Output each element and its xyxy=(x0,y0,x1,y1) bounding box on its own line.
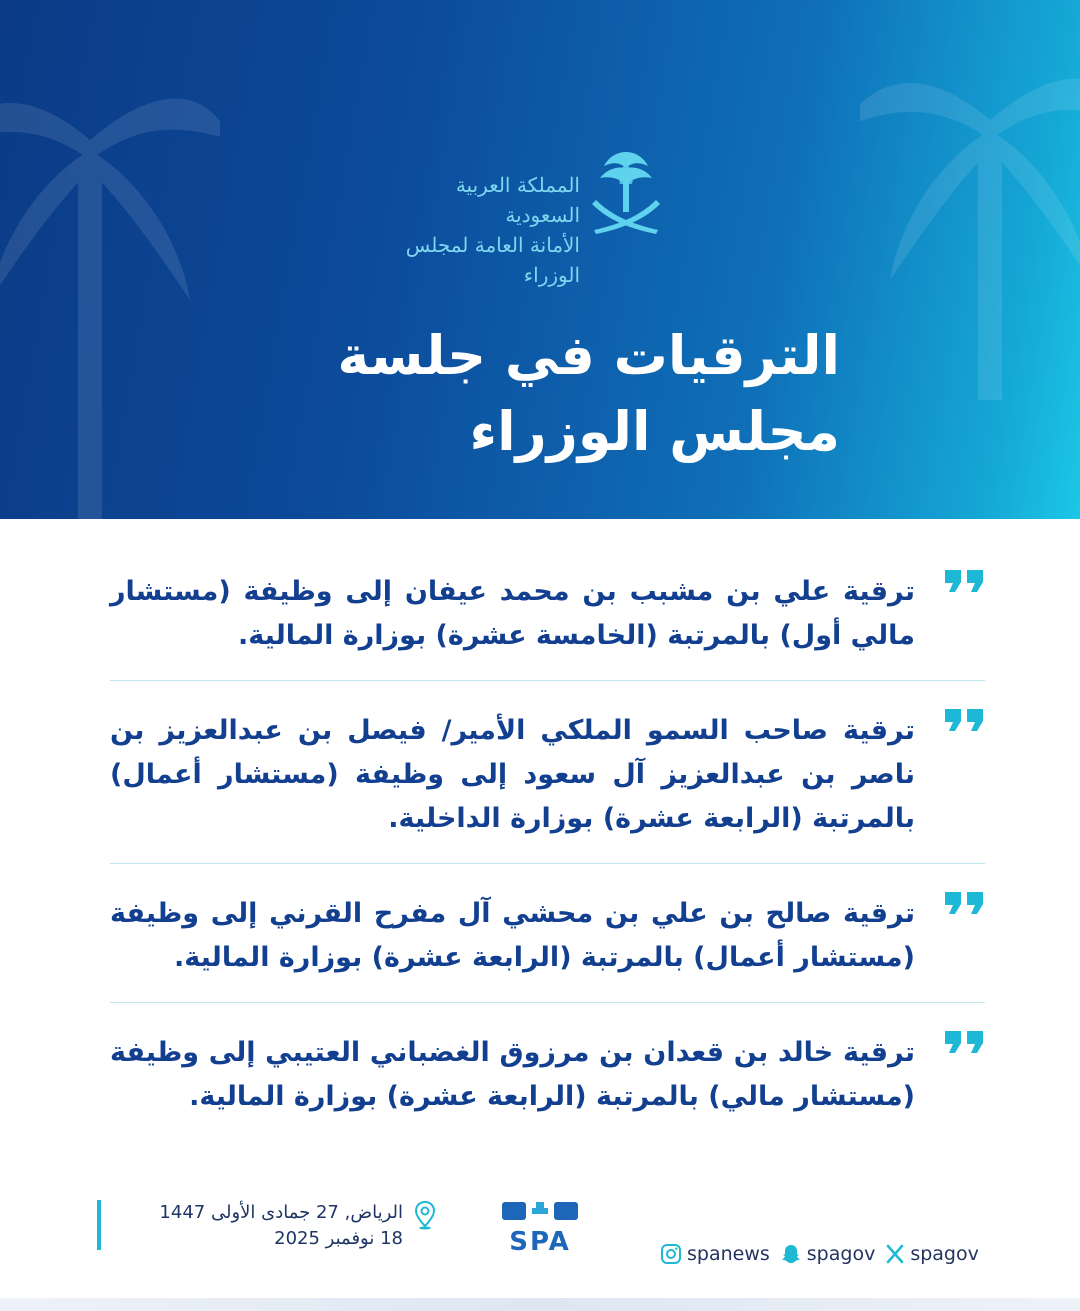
item-text: ترقية صاحب السمو الملكي الأمير/ فيصل بن عبدالعزيز بن ناصر بن عبدالعزيز آل سعود إلى وظيفة (مستشار أعمال) بالمرتبة (الرابعة عشرة) بوزارة الداخلية. xyxy=(110,715,915,834)
social-label: spagov xyxy=(806,1243,876,1265)
date-hijri: الرياض, 27 جمادى الأولى 1447 xyxy=(159,1202,403,1223)
header-banner xyxy=(0,0,1080,519)
saudi-emblem-icon xyxy=(586,148,666,240)
social-x[interactable] xyxy=(885,1243,979,1265)
social-snapchat[interactable] xyxy=(780,1243,876,1265)
spa-logo xyxy=(500,1198,580,1256)
org-line-2: الأمانة العامة لمجلس الوزراء xyxy=(405,233,580,287)
bottom-bar xyxy=(0,1298,1080,1311)
palm-background-right-icon xyxy=(860,0,1080,400)
org-line-1: المملكة العربية السعودية xyxy=(455,173,580,227)
date-gregorian: 18 نوفمبر 2025 xyxy=(274,1228,403,1249)
quote-icon xyxy=(943,707,985,733)
social-label: spanews xyxy=(687,1243,770,1265)
social-label: spagov xyxy=(910,1243,979,1265)
location-pin-icon xyxy=(414,1200,436,1230)
snapchat-icon xyxy=(780,1243,802,1265)
item-text: ترقية خالد بن قعدان بن مرزوق الغضباني العتيبي إلى وظيفة (مستشار مالي) بالمرتبة (الرابعة عشرة) بوزارة المالية. xyxy=(110,1037,915,1112)
organization-name xyxy=(400,170,580,290)
social-links xyxy=(660,1240,990,1268)
instagram-icon xyxy=(660,1243,682,1265)
item-text: ترقية صالح بن علي بن محشي آل مفرح القرني إلى وظيفة (مستشار أعمال) بالمرتبة (الرابعة عشرة) بوزارة المالية. xyxy=(110,898,915,973)
social-instagram[interactable] xyxy=(660,1243,770,1265)
list-item xyxy=(110,699,985,864)
quote-icon xyxy=(943,1029,985,1055)
quote-icon xyxy=(943,568,985,594)
footer-date xyxy=(97,1200,403,1250)
title-line-2: مجلس الوزراء xyxy=(469,400,840,463)
x-icon xyxy=(885,1244,905,1264)
quote-icon xyxy=(943,890,985,916)
title-line-1: الترقيات في جلسة xyxy=(337,324,840,387)
spa-logo-text: SPA xyxy=(509,1227,571,1256)
item-text: ترقية علي بن مشبب بن محمد عيفان إلى وظيفة (مستشار مالي أول) بالمرتبة (الخامسة عشرة) بوزارة المالية. xyxy=(110,576,915,651)
list-item xyxy=(110,560,985,681)
promotions-list xyxy=(110,560,985,1159)
list-item xyxy=(110,882,985,1003)
page-title xyxy=(140,318,840,470)
list-item xyxy=(110,1021,985,1141)
